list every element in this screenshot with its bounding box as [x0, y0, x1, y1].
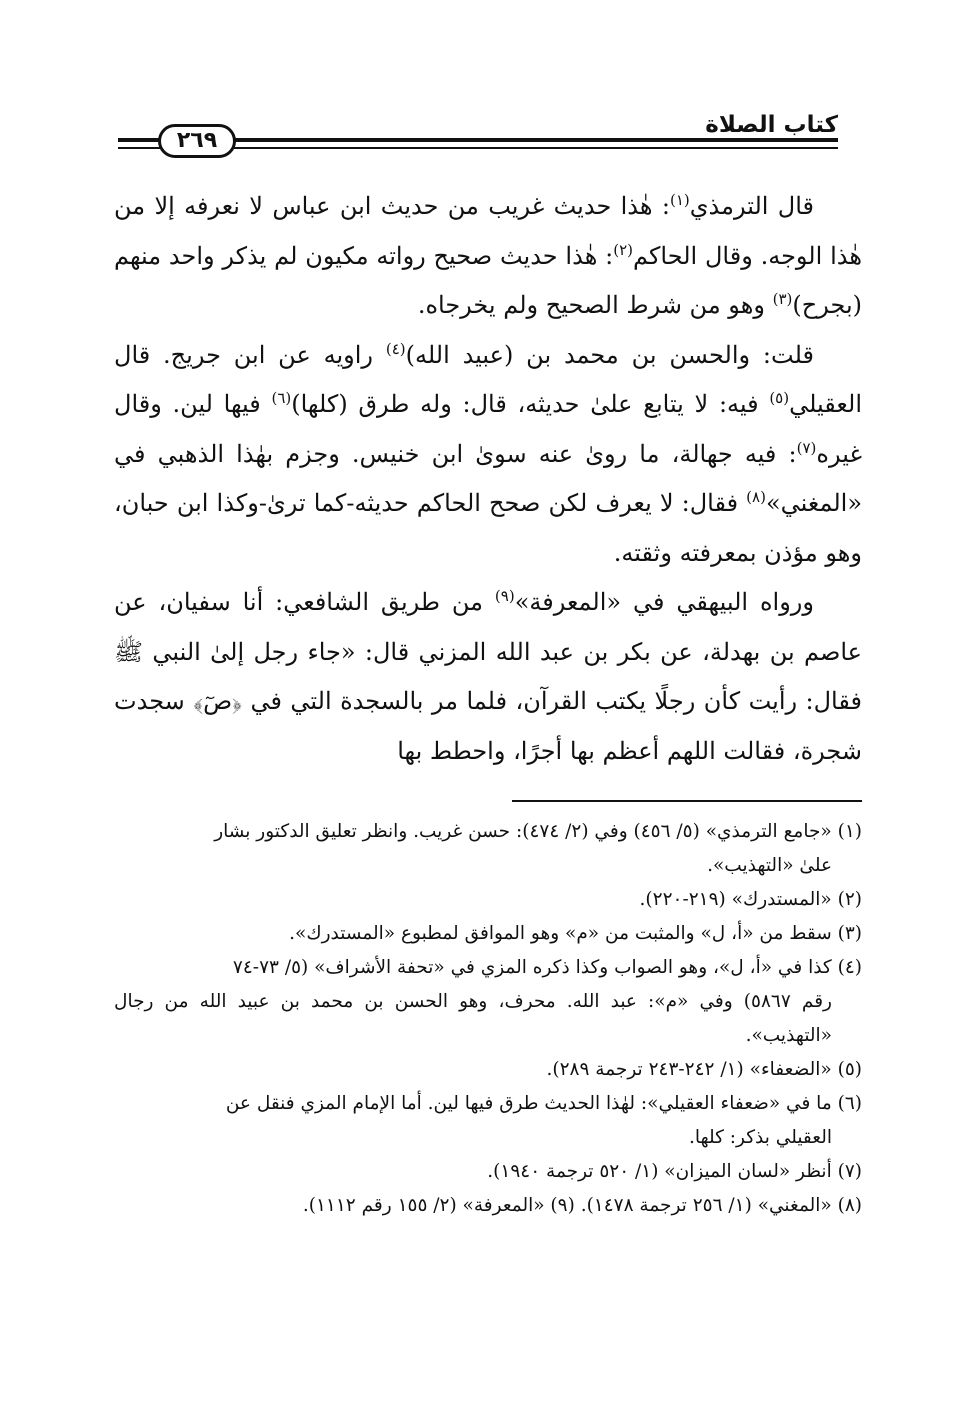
- running-title: كتاب الصلاة: [705, 112, 838, 138]
- footnote: [114, 917, 862, 951]
- footnote: [114, 1087, 862, 1155]
- paragraph: [114, 331, 862, 579]
- footnote-text: «المستدرك» (٢١٩-٢٢٠).: [639, 889, 832, 910]
- footnote-continuation: رقم ٥٨٦٧) وفي «م»: عبد الله. محرف، وهو الحسن بن محمد بن عبيد الله من رجال «التهذيب».: [114, 991, 832, 1046]
- footnote-continuation: علىٰ «التهذيب».: [707, 855, 832, 876]
- footnote: [114, 815, 862, 883]
- footnote-text: «المغني» (١/ ٢٥٦ ترجمة ١٤٧٨). (٩) «المعرفة» (٢/ ١٥٥ رقم ١١١٢).: [302, 1195, 832, 1216]
- text-run: : هٰذا حديث غريب من حديث ابن عباس لا نعرفه إلا من هٰذا الوجه. وقال الحاكم: [114, 192, 862, 270]
- footnote: [114, 1053, 862, 1087]
- footnote-ref: (٥): [769, 389, 790, 407]
- text-run: فيها لين. وقال غيره: [114, 390, 862, 468]
- text-run: ورواه البيهقي في «المعرفة»: [514, 588, 814, 616]
- footnote-text: أنظر «لسان الميزان» (١/ ٥٢٠ ترجمة ١٩٤٠).: [487, 1161, 832, 1182]
- footnote-ref: (٢): [613, 240, 633, 259]
- footnote-ref: (٩): [494, 587, 515, 605]
- footnote-text: «الضعفاء» (١/ ٢٤٢-٢٤٣ ترجمة ٢٨٩).: [546, 1059, 832, 1080]
- footnote-text: ما في «ضعفاء العقيلي»: لهٰذا الحديث طرق فيها لين. أما الإمام المزي فنقل عن: [225, 1093, 832, 1114]
- footnote-text: سقط من «أ، ل» والمثبت من «م» وهو الموافق لمطبوع «المستدرك».: [289, 923, 832, 944]
- footnote-ref: (٤): [385, 339, 406, 358]
- footnote-number: (٤): [837, 957, 862, 978]
- footnote-ref: (١): [669, 191, 690, 209]
- footnote-number: (٢): [837, 889, 862, 910]
- text-run: راويه عن ابن جريج. قال العقيلي: [114, 340, 862, 418]
- footnote-ref: (٦): [271, 389, 292, 407]
- text-run: فقال: لا يعرف لكن صحح الحاكم حديثه-كما ترىٰ-وكذا ابن حبان، وهو مؤذن بمعرفته وثقته.: [114, 489, 862, 567]
- page-number-badge: ٢٦٩: [158, 124, 236, 158]
- text-run: فيه: لا يتابع علىٰ حديثه، قال: وله طرق (كلها): [291, 390, 770, 418]
- footnote-ref: (٧): [796, 438, 817, 457]
- text-run: وهو من شرط الصحيح ولم يخرجاه.: [417, 291, 773, 319]
- footnote-number: (٦): [837, 1093, 862, 1114]
- text-run: من طريق الشافعي: أنا سفيان، عن عاصم بن بهدلة، عن بكر بن عبد الله المزني قال: «جاء رجل إلىٰ النبي ﷺ فقال: رأيت كأن رجلًا يكتب القرآن، فلما مر بالسجدة التي في ﴿صٓ﴾ سجدت شجرة، فقالت اللهم أعظم بها أجرًا، واحطط بها: [114, 588, 862, 765]
- footnote-number: (٨): [837, 1195, 862, 1216]
- page-header: [118, 110, 838, 160]
- text-run: : هٰذا حديث صحيح رواته مكيون لم يذكر واحد منهم (بجرح): [114, 241, 862, 319]
- text-run: قال الترمذي: [689, 192, 814, 220]
- footnote: [114, 883, 862, 917]
- footnote: [114, 1189, 862, 1223]
- main-text: [114, 182, 862, 776]
- footnote-ref: (٣): [772, 290, 793, 308]
- footnote-number: (٣): [837, 923, 862, 944]
- paragraph: [114, 182, 862, 331]
- footnote-text: «جامع الترمذي» (٥/ ٤٥٦) وفي (٢/ ٤٧٤): حسن غريب. وانظر تعليق الدكتور بشار: [214, 821, 832, 842]
- footnotes: [114, 815, 862, 1223]
- footnote-separator: [512, 800, 862, 802]
- footnote-number: (٥): [837, 1059, 862, 1080]
- footnote-text: كذا في «أ، ل»، وهو الصواب وكذا ذكره المزي في «تحفة الأشراف» (٥/ ٧٣-٧٤: [232, 957, 832, 978]
- paragraph: [114, 578, 862, 776]
- footnote-ref: (٨): [746, 488, 766, 506]
- text-run: : فيه جهالة، ما روىٰ عنه سوىٰ ابن خنيس. وجزم بهٰذا الذهبي في «المغني»: [114, 439, 862, 517]
- footnote-number: (٧): [837, 1161, 862, 1182]
- footnote-number: (١): [837, 821, 862, 842]
- footnote-continuation: العقيلي بذكر: كلها.: [688, 1127, 832, 1148]
- text-run: قلت: والحسن بن محمد بن (عبيد الله): [405, 340, 814, 369]
- footnote: [114, 1155, 862, 1189]
- footnote: [114, 951, 862, 1053]
